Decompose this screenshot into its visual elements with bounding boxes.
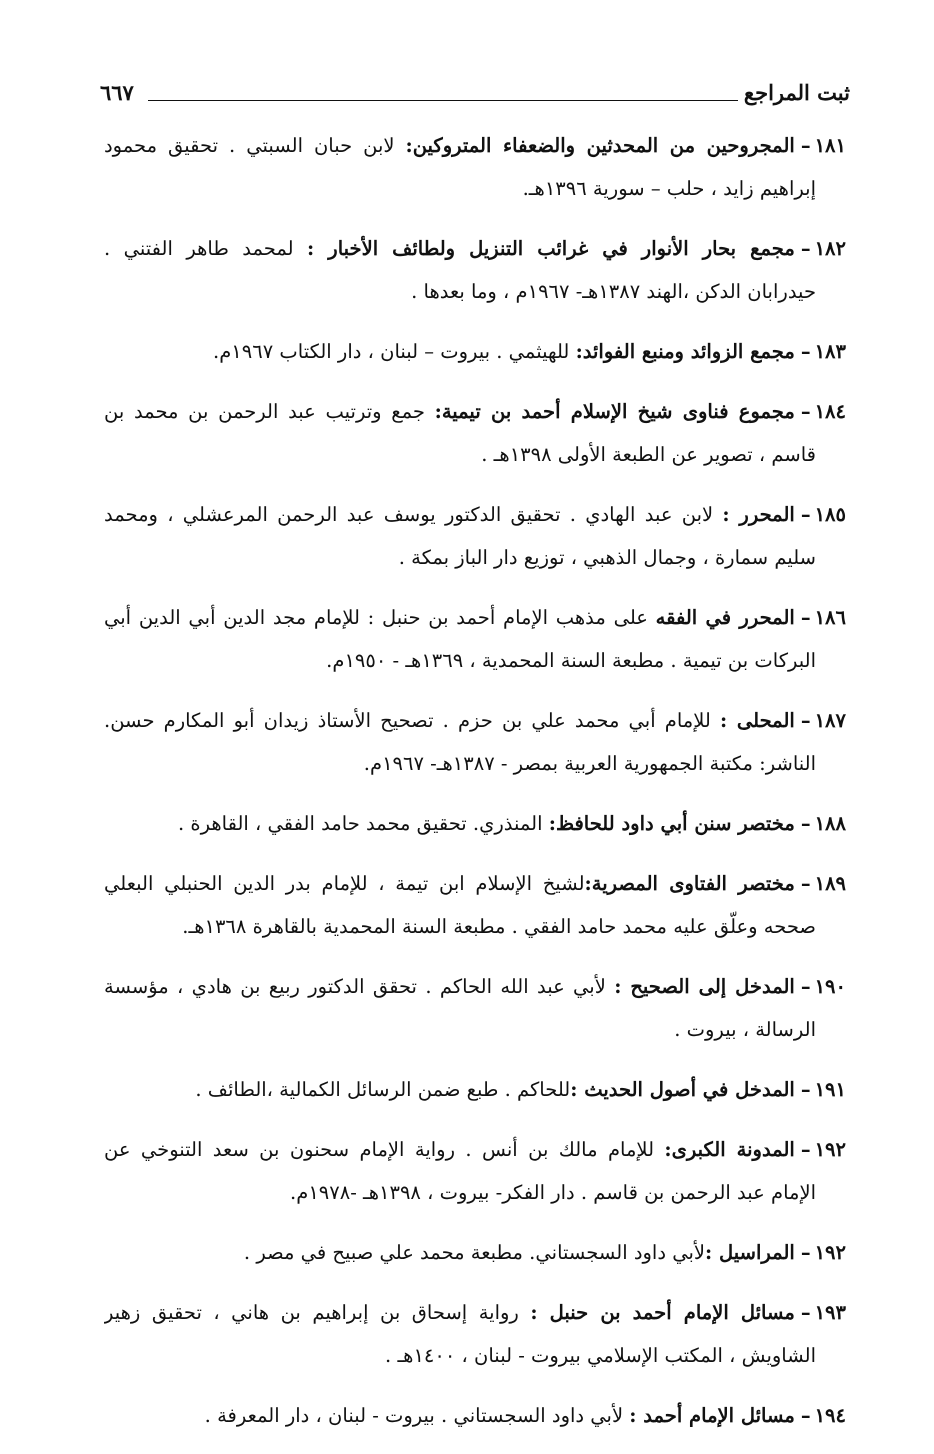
bibliography-entry (104, 390, 846, 476)
bibliography-entry (104, 965, 846, 1051)
entry-dash: – (800, 1241, 811, 1264)
entry-continuation: سليم سمارة ، وجمال الذهبي ، توزيع دار الباز بمكة . (398, 546, 816, 569)
entry-details: لأبي داود السجستاني . بيروت - لبنان ، دار المعرفة . (204, 1404, 630, 1427)
bibliography-entry (104, 862, 846, 948)
entry-continuation: الإمام عبد الرحمن بن قاسم . دار الفكر- بيروت ، ١٣٩٨هـ -١٩٧٨م. (290, 1181, 816, 1204)
entry-continuation: الرسالة ، بيروت . (674, 1018, 816, 1041)
bibliography-entry (104, 1128, 846, 1214)
entry-title: مسائل الإمام أحمد بن حنبل : (530, 1301, 795, 1324)
entry-details: لابن حبان السبتي . تحقيق محمود (104, 134, 406, 157)
entry-title: مجمع الزوائد ومنبع الفوائد: (575, 340, 795, 363)
entry-number: ١٨٣ (814, 340, 846, 363)
header-rule (148, 100, 738, 101)
bibliography-entry (104, 1068, 846, 1111)
entry-title: المدونة الكبرى: (664, 1138, 795, 1161)
entry-details: لشيخ الإسلام ابن تيمة ، للإمام بدر الدين الحنبلي البعلي (104, 872, 585, 895)
entry-details: على مذهب الإمام أحمد بن حنبل : للإمام مجد الدين أبي الدين أبي (104, 606, 656, 629)
entry-dash: – (800, 872, 811, 895)
bibliography-list (104, 124, 846, 1454)
entry-continuation: الناشر: مكتبة الجمهورية العربية بمصر - ١٣٨٧هـ- ١٩٦٧م. (363, 752, 816, 775)
entry-number: ١٨١ (814, 134, 846, 157)
running-header (100, 78, 850, 112)
entry-first-line (104, 1291, 846, 1334)
entry-dash: – (800, 237, 811, 260)
entry-dash: – (800, 606, 811, 629)
entry-continuation: قاسم ، تصوير عن الطبعة الأولى ١٣٩٨هـ . (481, 443, 816, 466)
entry-continuation: البركات بن تيمية . مطبعة السنة المحمدية ، ١٣٦٩هـ - ١٩٥٠م. (326, 649, 816, 672)
entry-first-line (104, 802, 846, 845)
entry-first-line (104, 493, 846, 536)
entry-title: المحرر في الفقه (655, 606, 795, 629)
entry-dash: – (800, 503, 811, 526)
entry-number: ١٨٨ (814, 812, 846, 835)
entry-dash: – (800, 1078, 811, 1101)
entry-first-line (104, 699, 846, 742)
entry-number: ١٩٢ (814, 1138, 846, 1161)
bibliography-entry (104, 330, 846, 373)
entry-number: ١٨٢ (814, 237, 846, 260)
entry-continuation: صححه وعلّق عليه محمد حامد الفقي . مطبعة السنة المحمدية بالقاهرة ١٣٦٨هـ. (182, 915, 816, 938)
entry-number: ١٩١ (814, 1078, 846, 1101)
entry-title: المحرر : (722, 503, 795, 526)
bibliography-entry (104, 493, 846, 579)
entry-dash: – (800, 1404, 811, 1427)
bibliography-entry (104, 1394, 846, 1437)
entry-dash: – (800, 975, 811, 998)
entry-first-line (104, 1068, 846, 1111)
entry-first-line (104, 227, 846, 270)
bibliography-entry (104, 1291, 846, 1377)
entry-details: للإمام أبي محمد علي بن حزم . تصحيح الأستاذ زيدان أبو المكارم حسن. (104, 709, 720, 732)
entry-continuation: حيدرابان الدكن ،الهند ١٣٨٧هـ- ١٩٦٧م ، وما بعدها . (411, 280, 816, 303)
entry-title: المحلى : (719, 709, 795, 732)
page-number: ٦٦٧ (100, 80, 134, 105)
entry-title: مختصر سنن أبي داود للحافظ: (548, 812, 795, 835)
entry-first-line (104, 1394, 846, 1437)
entry-details: لابن عبد الهادي . تحقيق الدكتور يوسف عبد الرحمن المرعشلي ، ومحمد (104, 503, 723, 526)
entry-first-line (104, 330, 846, 373)
entry-title: المجروحين من المحدثين والضعفاء المتروكين: (405, 134, 795, 157)
entry-dash: – (800, 709, 811, 732)
entry-dash: – (800, 400, 811, 423)
entry-title: مختصر الفتاوى المصرية: (584, 872, 795, 895)
entry-details: لأبي داود السجستاني. مطبعة محمد علي صبيح في مصر . (243, 1241, 706, 1264)
entry-number: ١٨٦ (814, 606, 846, 629)
entry-title: مجموع فناوى شيخ الإسلام أحمد بن تيمية: (434, 400, 795, 423)
entry-dash: – (800, 812, 811, 835)
entry-title: مجمع بحار الأنوار في غرائب التنزيل ولطائف الأخبار : (307, 237, 795, 260)
entry-number: ١٩٤ (814, 1404, 846, 1427)
entry-number: ١٨٧ (814, 709, 846, 732)
entry-dash: – (800, 1138, 811, 1161)
entry-number: ١٨٩ (814, 872, 846, 895)
bibliography-entry (104, 596, 846, 682)
entry-first-line (104, 1231, 846, 1274)
entry-dash: – (800, 340, 811, 363)
entry-first-line (104, 390, 846, 433)
entry-details: لأبي عبد الله الحاكم . تحقق الدكتور ربيع بن هادي ، مؤسسة (104, 975, 615, 998)
entry-details: للإمام مالك بن أنس . رواية الإمام سحنون بن سعد التنوخي عن (104, 1138, 665, 1161)
header-title: ثبت المراجع (743, 80, 850, 105)
entry-dash: – (800, 1301, 811, 1324)
bibliography-entry (104, 227, 846, 313)
entry-continuation: إبراهيم زايد ، حلب – سورية ١٣٩٦هـ. (522, 177, 816, 200)
entry-title: المدخل إلى الصحيح : (614, 975, 795, 998)
entry-first-line (104, 124, 846, 167)
entry-continuation: الشاويش ، المكتب الإسلامي بيروت - لبنان ، ١٤٠٠هـ . (385, 1344, 816, 1367)
entry-title: مسائل الإمام أحمد : (629, 1404, 795, 1427)
entry-title: المدخل في أصول الحديث : (570, 1078, 795, 1101)
bibliography-entry (104, 1231, 846, 1274)
entry-dash: – (800, 134, 811, 157)
bibliography-entry (104, 699, 846, 785)
entry-number: ١٨٤ (814, 400, 846, 423)
entry-title: المراسيل : (705, 1241, 795, 1264)
entry-first-line (104, 596, 846, 639)
entry-number: ١٩٠ (814, 975, 846, 998)
entry-number: ١٨٥ (814, 503, 846, 526)
entry-details: للهيثمي . بيروت – لبنان ، دار الكتاب ١٩٦٧م. (213, 340, 576, 363)
entry-details: جمع وترتيب عبد الرحمن بن محمد بن (104, 400, 435, 423)
bibliography-entry (104, 802, 846, 845)
entry-first-line (104, 1128, 846, 1171)
entry-details: للحاكم . طبع ضمن الرسائل الكمالية ،الطائف . (195, 1078, 571, 1101)
entry-number: ١٩٢ (814, 1241, 846, 1264)
entry-first-line (104, 965, 846, 1008)
entry-first-line (104, 862, 846, 905)
entry-details: رواية إسحاق بن إبراهيم بن هاني ، تحقيق زهير (104, 1301, 531, 1324)
entry-number: ١٩٣ (814, 1301, 846, 1324)
entry-details: لمحمد طاهر الفتني . (104, 237, 308, 260)
bibliography-entry (104, 124, 846, 210)
entry-details: المنذري. تحقيق محمد حامد الفقي ، القاهرة . (178, 812, 549, 835)
